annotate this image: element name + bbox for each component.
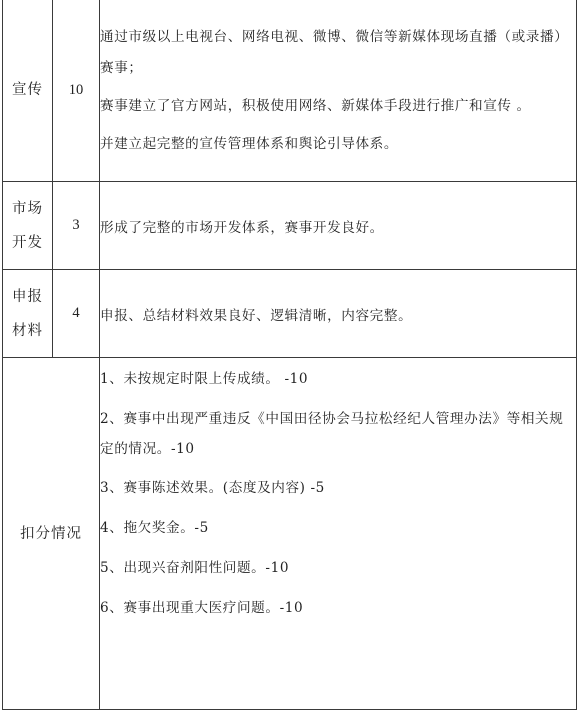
deduction-item: 5、出现兴奋剂阳性问题。-10 <box>100 560 290 576</box>
category-label: 宣传 <box>12 82 43 98</box>
table-row-deductions <box>3 358 577 710</box>
category-label: 市场 <box>12 200 43 217</box>
category-cell <box>3 0 53 182</box>
deductions-cell <box>100 358 577 710</box>
points-cell <box>53 182 100 270</box>
category-label: 扣分情况 <box>20 525 82 542</box>
deduction-item: 1、未按规定时限上传成绩。 -10 <box>100 371 309 387</box>
criteria-line: 赛事建立了官方网站，积极使用网络、新媒体手段进行推广和宣传 。 <box>100 98 531 114</box>
category-cell <box>3 358 100 710</box>
deduction-item: 2、赛事中出现严重违反《中国田径协会马拉松经纪人管理办法》等相关规定的情况。-10 <box>100 411 564 457</box>
table-row-publicity <box>3 0 577 182</box>
deduction-item: 6、赛事出现重大医疗问题。-10 <box>100 600 304 616</box>
points-value: 4 <box>72 305 80 321</box>
criteria-cell <box>100 270 577 358</box>
category-label: 材料 <box>12 322 43 339</box>
category-label: 开发 <box>12 234 43 251</box>
category-cell <box>3 270 53 358</box>
table-row-application-materials <box>3 270 577 358</box>
deduction-item: 3、赛事陈述效果。(态度及内容) -5 <box>100 480 325 496</box>
criteria-line: 并建立起完整的宣传管理体系和舆论引导体系。 <box>100 136 399 152</box>
category-label: 申报 <box>12 288 43 305</box>
points-cell <box>53 0 100 182</box>
points-cell <box>53 270 100 358</box>
criteria-cell <box>100 0 577 182</box>
points-value: 3 <box>72 217 80 233</box>
table-row-market-development <box>3 182 577 270</box>
scoring-table <box>2 0 577 710</box>
criteria-line: 形成了完整的市场开发体系，赛事开发良好。 <box>100 219 384 236</box>
criteria-line: 申报、总结材料效果良好、逻辑清晰，内容完整。 <box>100 307 413 324</box>
points-value: 10 <box>68 81 84 98</box>
deduction-item: 4、拖欠奖金。-5 <box>100 520 209 536</box>
criteria-cell <box>100 182 577 270</box>
category-cell <box>3 182 53 270</box>
criteria-line: 通过市级以上电视台、网络电视、微博、微信等新媒体现场直播（或录播）赛事； <box>100 29 569 76</box>
